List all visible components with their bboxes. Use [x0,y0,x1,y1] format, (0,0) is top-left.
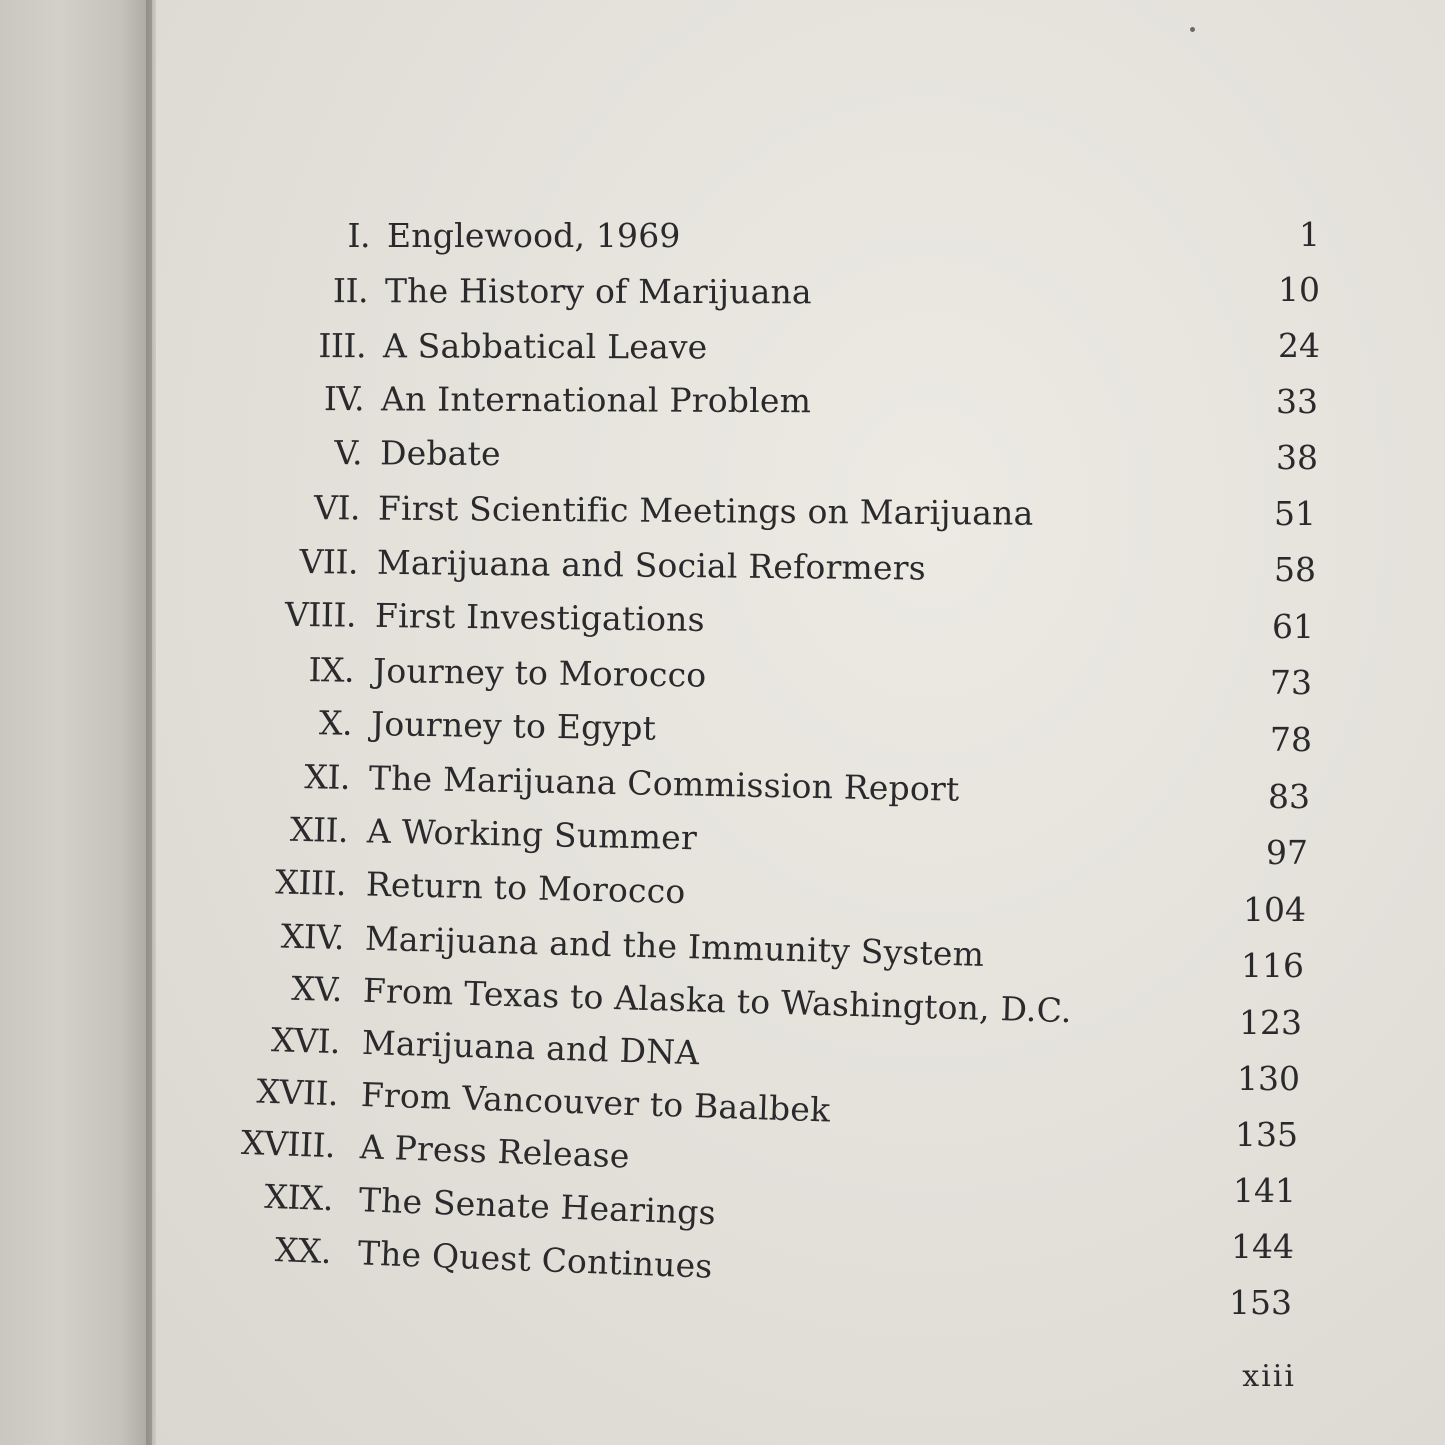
chapter-numeral: X. [318,703,353,743]
chapter-title: Debate [379,433,501,474]
chapter-title: Marijuana and DNA [361,1022,700,1073]
chapter-title: Journey to Morocco [372,651,707,695]
page-number: 123 [1239,1003,1302,1042]
chapter-numeral: XIII. [274,862,347,904]
chapter-title: From Texas to Alaska to Washington, D.C. [362,970,1073,1031]
chapter-title: The Marijuana Commission Report [368,758,960,809]
chapter-numeral: V. [334,433,363,473]
chapter-title: First Investigations [374,595,706,639]
chapter-title: Journey to Egypt [370,704,657,748]
page-number: 61 [1272,607,1314,646]
chapter-numeral: XX. [274,1230,332,1272]
page-number: 116 [1241,946,1304,985]
chapter-title: The History of Marijuana [384,271,812,312]
chapter-title: An International Problem [380,379,812,421]
chapter-numeral: I. [347,216,370,255]
page-number: 33 [1276,382,1318,421]
page-folio: xiii [1242,1359,1296,1394]
chapter-title: A Working Summer [366,811,698,858]
chapter-title: Englewood, 1969 [387,216,681,255]
chapter-numeral: XI. [304,757,351,797]
chapter-numeral: VI. [313,488,361,528]
page-number: 10 [1278,270,1320,309]
chapter-numeral: II. [332,271,369,311]
page-number: 38 [1276,438,1318,477]
chapter-numeral: XVII. [256,1071,339,1114]
chapter-title: First Scientific Meetings on Marijuana [377,488,1034,533]
chapter-numeral: VII. [299,541,359,582]
chapter-title: Marijuana and the Immunity System [364,918,985,974]
page-number: 51 [1274,494,1316,533]
chapter-numeral: XIV. [280,916,345,958]
chapter-title: Return to Morocco [365,864,686,912]
chapter-title: A Press Release [359,1127,631,1176]
chapter-numeral: IX. [308,650,355,690]
chapter-title: The Quest Continues [357,1233,714,1286]
chapter-numeral: III. [318,326,367,366]
page-number: 144 [1231,1227,1294,1266]
page-number: 83 [1268,777,1310,816]
page-number: 78 [1270,720,1312,759]
chapter-numeral: XII. [289,809,349,851]
page-number: 130 [1237,1059,1300,1098]
chapter-numeral: XVIII. [240,1122,336,1166]
chapter-title: A Sabbatical Leave [382,326,708,367]
page-number: 97 [1266,833,1308,872]
chapter-numeral: XV. [290,968,343,1010]
page-number: 104 [1243,890,1306,929]
page-number: 153 [1229,1283,1292,1322]
page-number: 73 [1270,663,1312,702]
chapter-title: Marijuana and Social Reformers [376,542,927,588]
chapter-title: The Senate Hearings [358,1180,717,1233]
page-number: 24 [1278,326,1320,365]
page-number: 135 [1235,1115,1298,1154]
chapter-numeral: VIII. [284,594,357,635]
page-number: 141 [1233,1171,1296,1210]
chapter-numeral: IV. [323,379,365,419]
chapter-numeral: XVI. [270,1020,341,1062]
page-number: 1 [1299,215,1320,254]
chapter-numeral: XIX. [263,1176,334,1219]
chapter-title: From Vancouver to Baalbek [360,1075,831,1130]
page-number: 58 [1274,550,1316,589]
